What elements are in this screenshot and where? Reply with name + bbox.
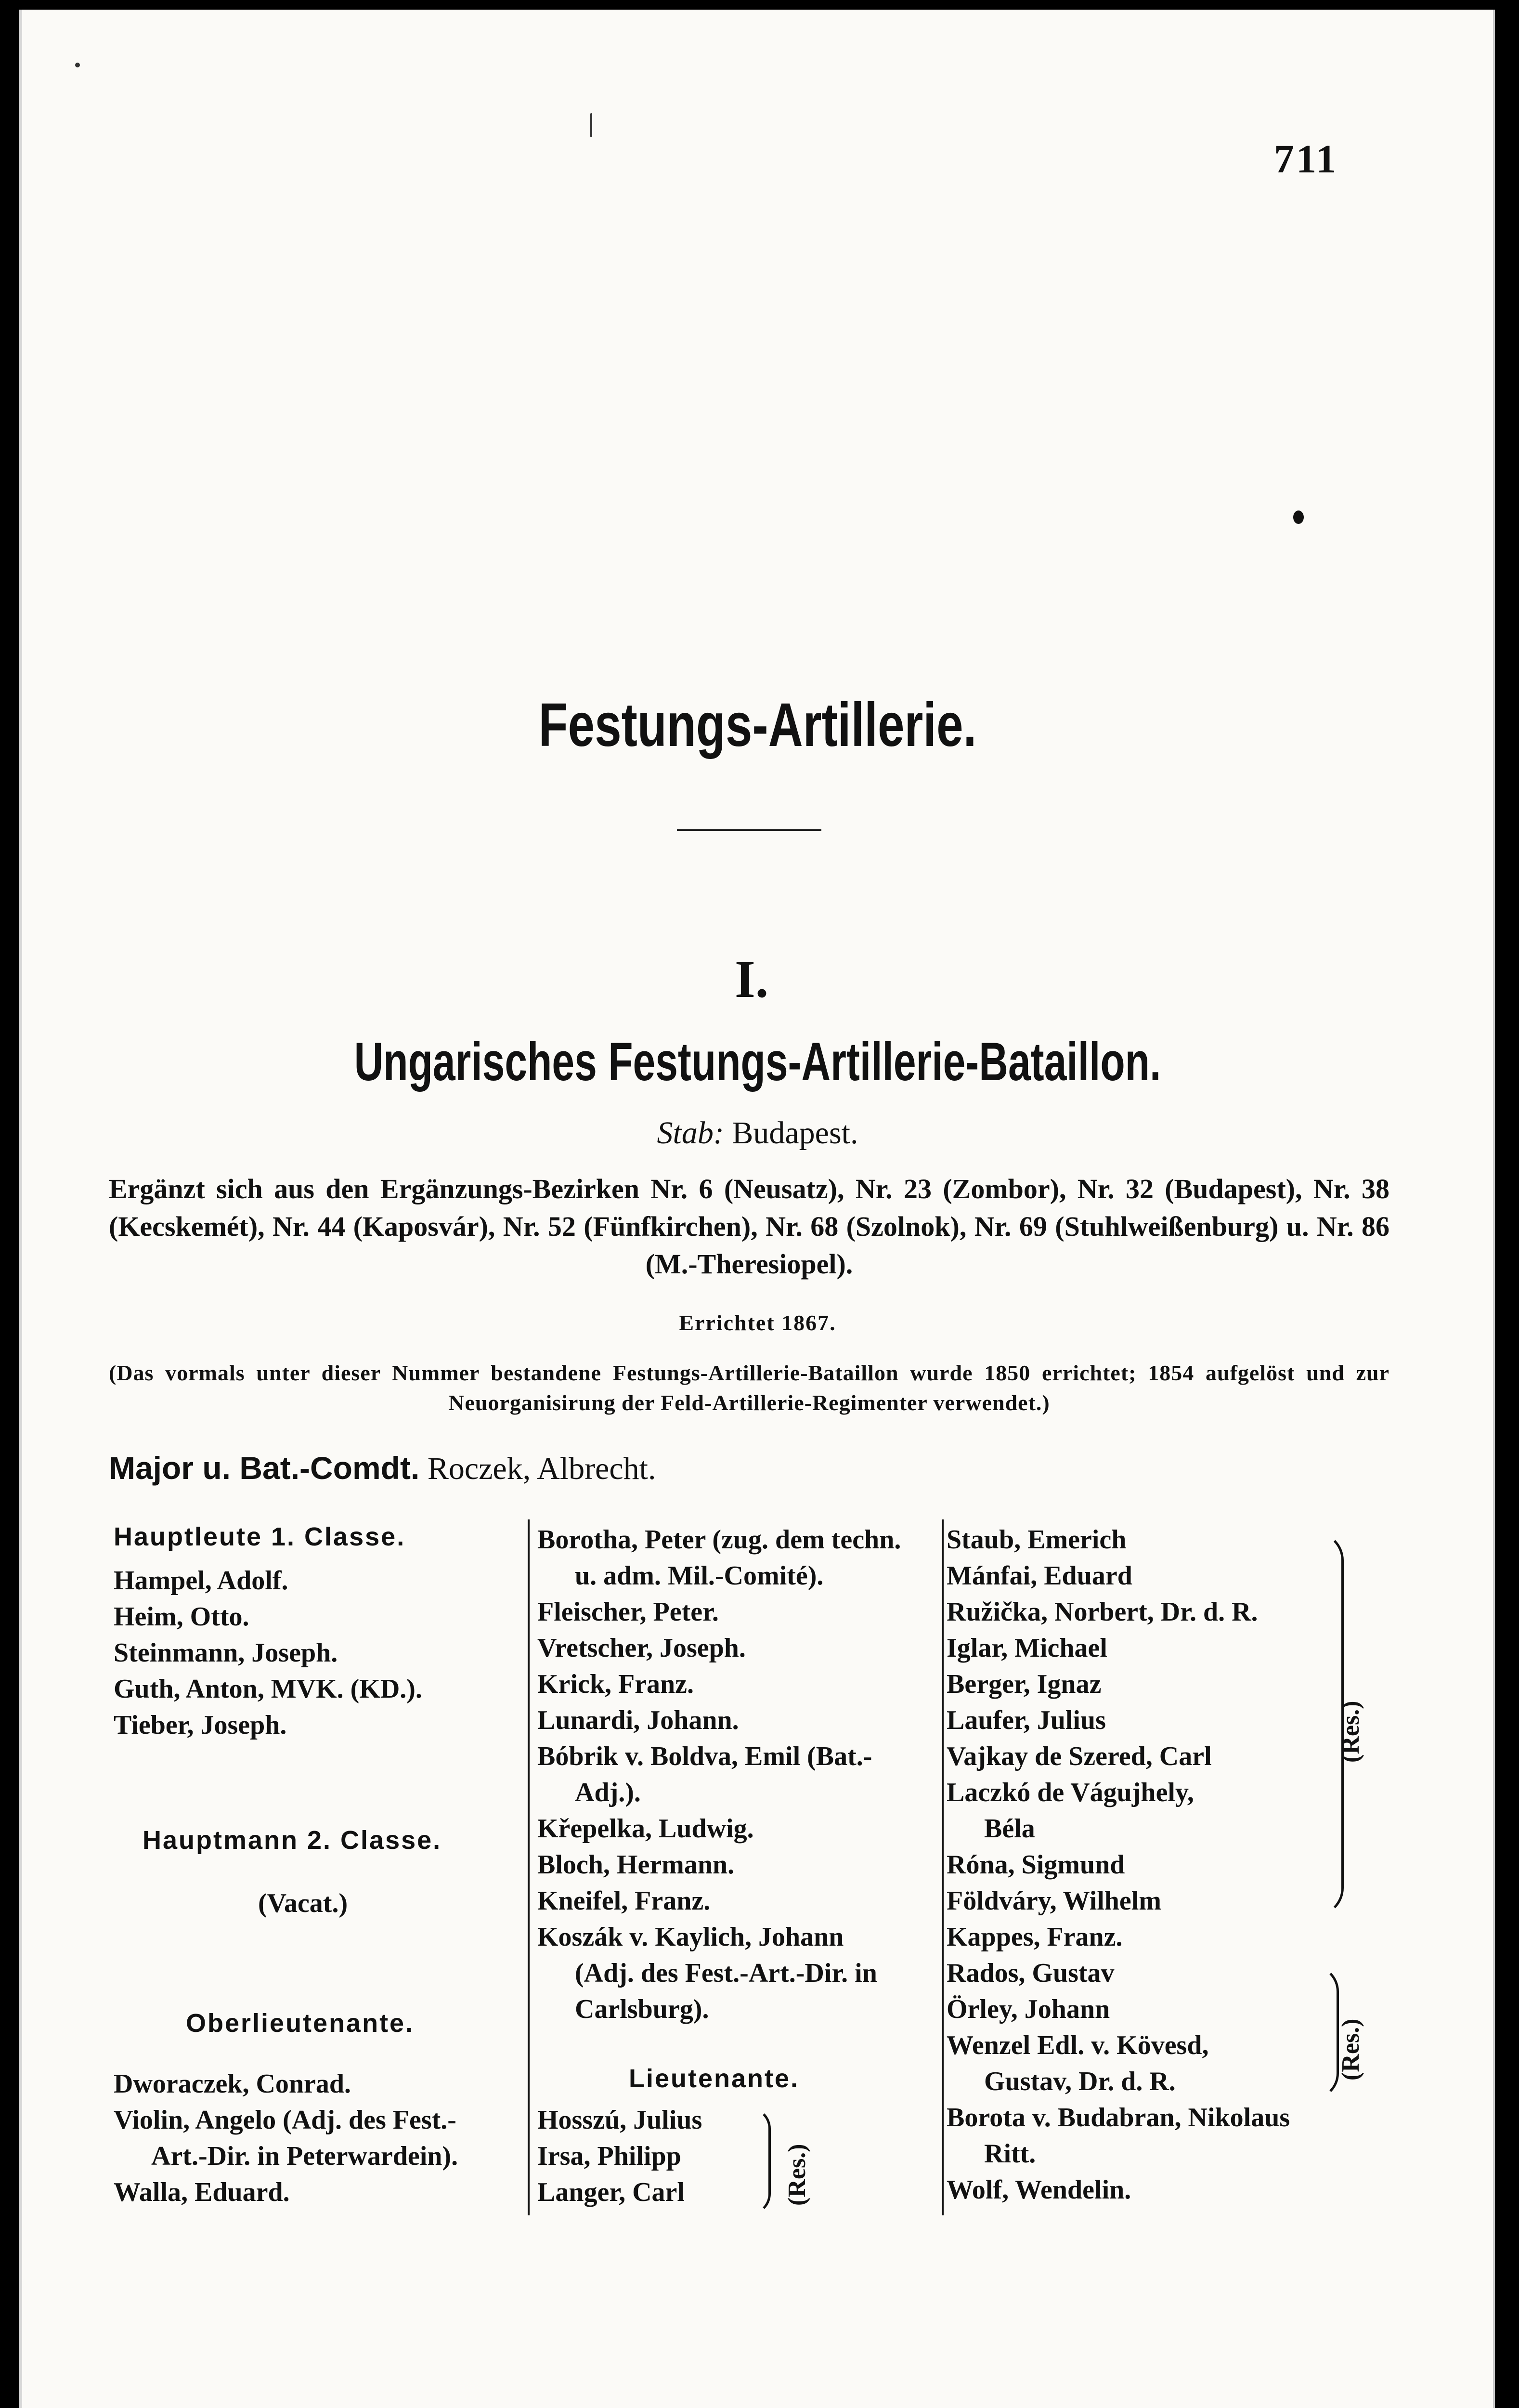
list-item: Art.-Dir. in Peterwardein). bbox=[151, 2141, 458, 2171]
list-item: Guth, Anton, MVK. (KD.). bbox=[114, 1674, 422, 1704]
errichtet-line: Errichtet 1867. bbox=[679, 1310, 836, 1335]
list-item: Berger, Ignaz bbox=[947, 1669, 1102, 1699]
list-item: Vajkay de Szered, Carl bbox=[947, 1741, 1212, 1771]
column-divider bbox=[528, 1519, 530, 2215]
unit-title: Ungarisches Festungs-Artillerie-Bataillon. bbox=[354, 1032, 1161, 1092]
commander-line bbox=[109, 1450, 656, 1487]
list-item: Heim, Otto. bbox=[114, 1602, 249, 1632]
list-item: Laufer, Julius bbox=[947, 1705, 1106, 1735]
main-title: Festungs-Artillerie. bbox=[538, 691, 977, 759]
list-item: Steinmann, Joseph. bbox=[114, 1638, 338, 1668]
list-item: Ružička, Norbert, Dr. d. R. bbox=[947, 1597, 1258, 1627]
list-item: (Adj. des Fest.-Art.-Dir. in bbox=[575, 1958, 877, 1988]
column-divider bbox=[942, 1519, 944, 2215]
list-item: Carlsburg). bbox=[575, 1994, 709, 2024]
list-item: Wenzel Edl. v. Kövesd, bbox=[947, 2030, 1209, 2060]
list-item: Bóbrik v. Boldva, Emil (Bat.- bbox=[537, 1741, 872, 1771]
ink-dot bbox=[1293, 510, 1304, 524]
commander-name: Roczek, Albrecht. bbox=[427, 1451, 656, 1486]
list-item: Fleischer, Peter. bbox=[537, 1597, 719, 1627]
page-number: 711 bbox=[1274, 137, 1338, 182]
list-item: Gustav, Dr. d. R. bbox=[984, 2067, 1176, 2096]
stab-line bbox=[22, 1115, 1493, 1152]
reserve-label: (Res.) bbox=[1337, 1701, 1364, 1763]
history-note: (Das vormals unter dieser Nummer bestandene Festungs-Artillerie-Bataillon wurde 1850 errichtet; 1854 aufgelöst und zur Neuorganisirung der Feld-Artillerie-Regimenter verwendet.) bbox=[109, 1361, 1389, 1415]
commander-label: Major u. Bat.-Comdt. bbox=[109, 1450, 420, 1486]
vacat-note: (Vacat.) bbox=[258, 1888, 348, 1918]
list-item: Rados, Gustav bbox=[947, 1958, 1115, 1988]
heading-oberlieutenante: Oberlieutenante. bbox=[186, 2009, 415, 2038]
heading-lieutenante: Lieutenante. bbox=[629, 2064, 800, 2093]
list-item: Walla, Eduard. bbox=[114, 2177, 290, 2207]
list-item: Földváry, Wilhelm bbox=[947, 1886, 1161, 1916]
list-item: Tieber, Joseph. bbox=[114, 1710, 287, 1740]
section-numeral: I. bbox=[735, 950, 769, 1008]
list-item: Hosszú, Julius bbox=[537, 2105, 702, 2135]
oberlieutenante-continued-list bbox=[537, 1522, 901, 2028]
list-item: Langer, Carl bbox=[537, 2177, 685, 2207]
list-item: Irsa, Philipp bbox=[537, 2141, 681, 2171]
list-item: Koszák v. Kaylich, Johann bbox=[537, 1922, 844, 1952]
list-item: Wolf, Wendelin. bbox=[947, 2175, 1131, 2205]
reserve-brace bbox=[1312, 1965, 1339, 2100]
list-item: Borotha, Peter (zug. dem techn. bbox=[537, 1525, 901, 1555]
title-rule bbox=[677, 829, 821, 831]
heading-hauptleute-1: Hauptleute 1. Classe. bbox=[114, 1522, 406, 1551]
list-item: Violin, Angelo (Adj. des Fest.- bbox=[114, 2105, 456, 2135]
erganzung-paragraph: Ergänzt sich aus den Ergänzungs-Bezirken Nr. 6 (Neusatz), Nr. 23 (Zombor), Nr. 32 (Budapest), Nr. 38 (Kecskemét), Nr. 44 (Kaposvár), Nr. 52 (Fünfkirchen), Nr. 68 (Szolnok), Nr. 69 (Stuhlweißenburg) u. Nr. 86 (M.-Theresiopel). bbox=[109, 1173, 1389, 1280]
list-item: Křepelka, Ludwig. bbox=[537, 1814, 754, 1844]
stab-value: Budapest. bbox=[732, 1115, 858, 1151]
stab-label: Stab: bbox=[657, 1115, 724, 1151]
ink-speck bbox=[590, 113, 592, 137]
document-page bbox=[19, 10, 1495, 2408]
list-item: Béla bbox=[984, 1814, 1035, 1844]
lieutenante-continued-list bbox=[947, 1522, 1290, 2208]
list-item: Adj.). bbox=[575, 1778, 641, 1807]
list-item: Staub, Emerich bbox=[947, 1525, 1127, 1555]
list-item: Ritt. bbox=[984, 2139, 1036, 2169]
hauptleute-list bbox=[114, 1563, 422, 1743]
reserve-label: (Res.) bbox=[783, 2144, 811, 2206]
list-item: Kappes, Franz. bbox=[947, 1922, 1123, 1952]
reserve-brace bbox=[749, 2107, 771, 2215]
list-item: Kneifel, Franz. bbox=[537, 1886, 711, 1916]
list-item: Róna, Sigmund bbox=[947, 1850, 1125, 1880]
list-item: Vretscher, Joseph. bbox=[537, 1633, 746, 1663]
list-item: Bloch, Hermann. bbox=[537, 1850, 735, 1880]
list-item: Hampel, Adolf. bbox=[114, 1566, 288, 1596]
list-item: Mánfai, Eduard bbox=[947, 1561, 1132, 1591]
list-item: Laczkó de Vágujhely, bbox=[947, 1778, 1194, 1807]
list-item: Borota v. Budabran, Nikolaus bbox=[947, 2103, 1290, 2133]
list-item: Örley, Johann bbox=[947, 1994, 1110, 2024]
reserve-label: (Res.) bbox=[1337, 2018, 1364, 2081]
list-item: Dworaczek, Conrad. bbox=[114, 2069, 351, 2099]
lieutenante-list bbox=[537, 2102, 702, 2211]
list-item: Iglar, Michael bbox=[947, 1633, 1107, 1663]
list-item: Lunardi, Johann. bbox=[537, 1705, 739, 1735]
list-item: u. adm. Mil.-Comité). bbox=[575, 1561, 824, 1591]
ink-speck bbox=[75, 63, 80, 67]
heading-hauptmann-2: Hauptmann 2. Classe. bbox=[143, 1826, 442, 1855]
oberlieutenante-list bbox=[114, 2066, 458, 2211]
list-item: Krick, Franz. bbox=[537, 1669, 694, 1699]
